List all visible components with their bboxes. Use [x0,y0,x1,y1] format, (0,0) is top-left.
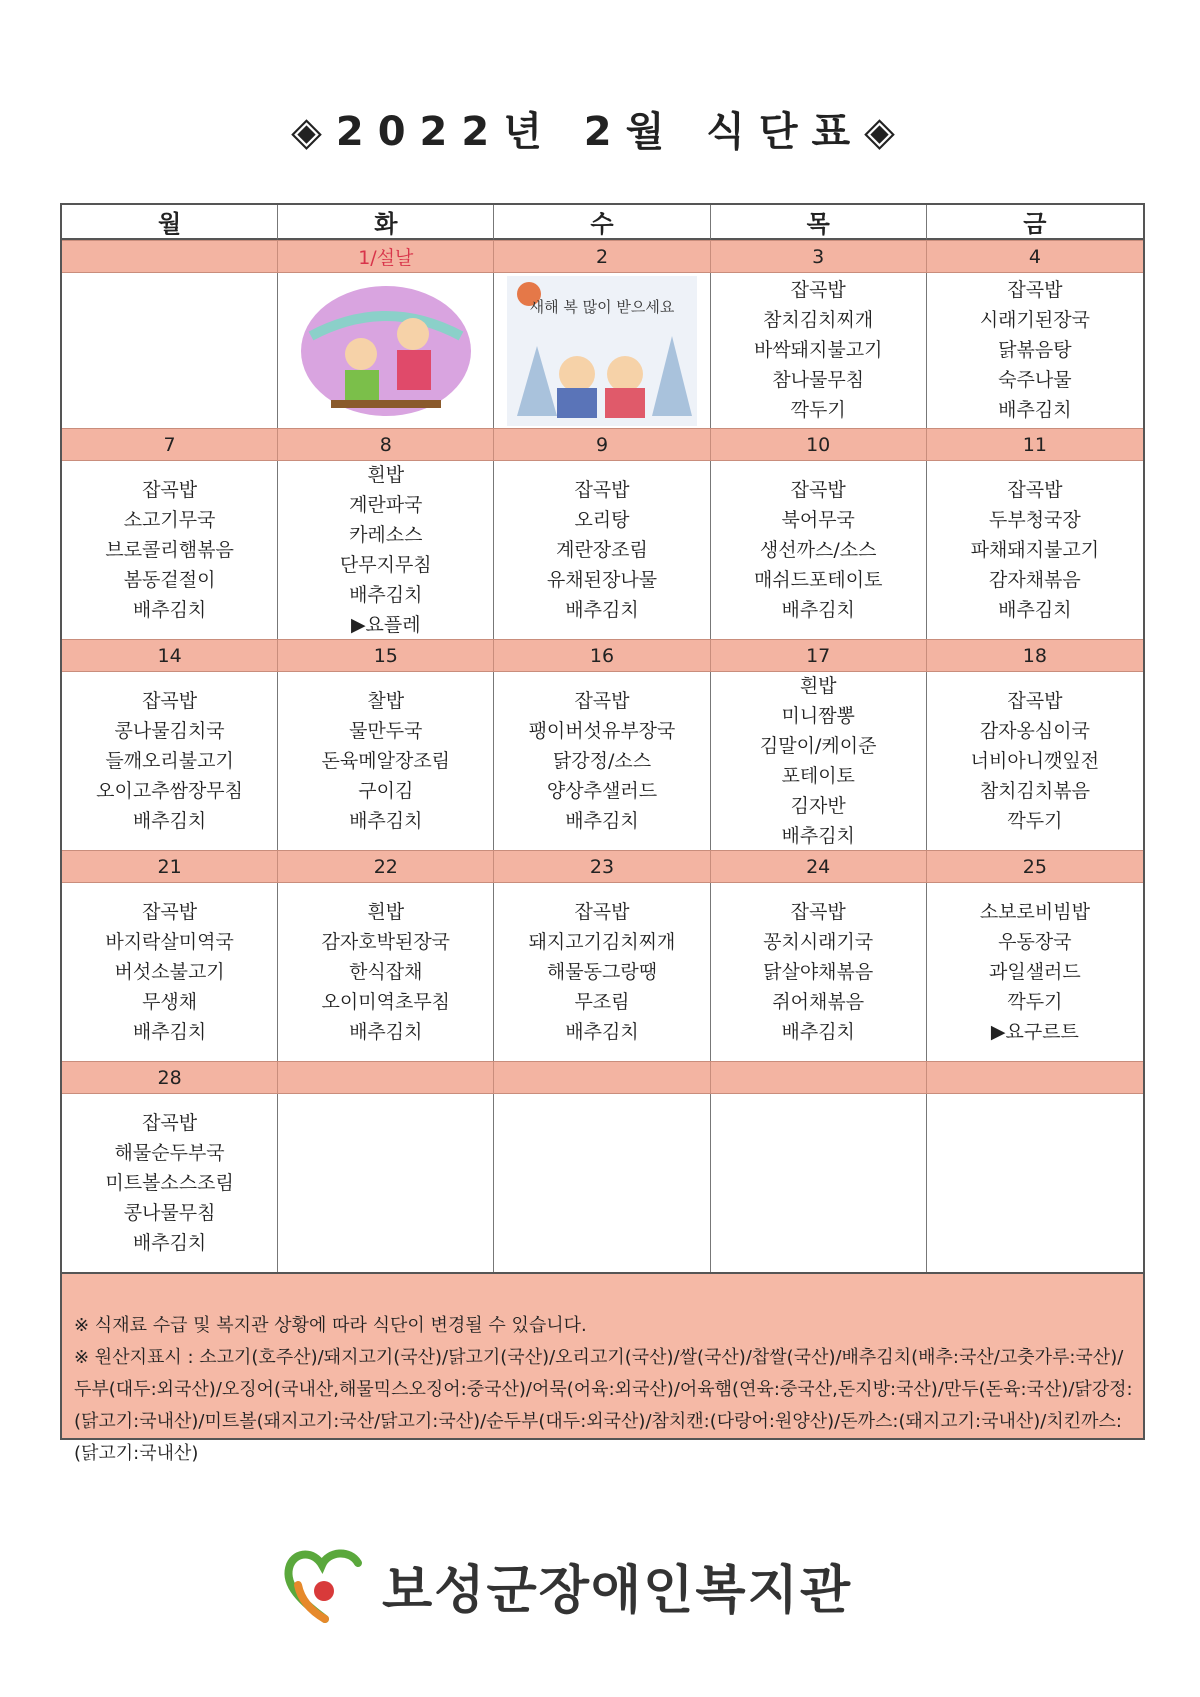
menu-item: 너비아니깻잎전 [970,749,1100,772]
menu-item: 감자옹심이국 [979,719,1090,742]
menu-item: 계란장조림 [556,538,648,561]
menu-item: 생선까스/소스 [759,538,877,561]
date-number: 28 [62,1061,278,1094]
menu-item: 배추김치 [998,598,1072,621]
menu-item: 숙주나물 [998,369,1072,391]
menu-item: 흰밥 [799,674,837,697]
meal-row [62,672,1143,850]
menu-item: 팽이버섯유부장국 [528,719,676,742]
date-number: 22 [278,850,494,883]
date-number [927,1061,1143,1094]
menu-item: 북어무국 [781,508,855,531]
menu-item: 배추김치 [565,809,639,832]
menu-item: 소보로비빔밥 [979,900,1090,923]
menu-item: 구이김 [358,779,414,802]
menu-item: 닭볶음탕 [998,339,1072,361]
menu-table [60,203,1145,1464]
menu-item: 소고기무국 [123,508,216,531]
date-row [62,1061,1143,1094]
day-cell [278,461,494,639]
notes-line-2: ※ 원산지표시 : 소고기(호주산)/돼지고기(국산)/닭고기(국산)/오리고기(국산)/쌀(국산)/찹쌀(국산)/배추김치(배추:국산/고춧가루:국산)/두부(대두:외국산)/오징어(국내산,해물믹스오징어:중국산)/어묵(어육:외국산)/어육햄(연육:중국산,돈지방:국산)/만두(돈육:국산)/닭강정:(닭고기:국내산)/미트볼(돼지고기:국산/닭고기:국산)/순두부(대두:외국산)/참치캔:(다랑어:원양산)/돈까스:(돼지고기:국내산)/치킨까스:(닭고기:국내산) [74,1347,1133,1464]
menu-item: 닭살야채볶음 [763,960,874,983]
day-cell [494,461,710,639]
footer [280,1540,940,1630]
menu-item: 미니짬뽕 [781,704,855,727]
day-cell [711,672,927,850]
menu-item: 바싹돼지불고기 [753,339,883,361]
menu-item: 흰밥 [367,900,405,923]
date-number: 24 [711,850,927,883]
menu-item: 계란파국 [349,493,423,516]
date-number: 2 [494,240,710,273]
menu-item: 배추김치 [565,598,639,621]
menu-item: 유채된장나물 [546,568,658,591]
meal-row [62,1094,1143,1272]
menu-item: 배추김치 [132,1231,207,1254]
org-name: 보성군장애인복지관 [382,1560,853,1621]
date-number: 25 [927,850,1143,883]
date-number: 10 [711,428,927,461]
day-cell [62,883,278,1061]
menu-item: 잡곡밥 [574,689,630,712]
menu-item: 김자반 [790,794,846,817]
menu-item: 참치김치볶음 [979,779,1090,802]
heart-logo-icon [280,1545,370,1625]
date-number: 9 [494,428,710,461]
menu-item: 카레소스 [349,523,423,546]
menu-item: 잡곡밥 [142,900,198,923]
date-row [62,240,1143,273]
menu-item: 배추김치 [781,598,855,621]
menu-item: 배추김치 [132,1020,207,1043]
menu-item: 과일샐러드 [989,960,1081,983]
menu-item: 배추김치 [781,1020,855,1043]
day-cell [278,672,494,850]
menu-item: 오이미역초무침 [321,990,451,1013]
menu-item: 한식잡채 [349,960,423,983]
greeting-text: 새해 복 많이 받으세요 [529,297,675,316]
menu-item: 잡곡밥 [790,279,846,301]
menu-item: 배추김치 [132,809,207,832]
day-cell [927,672,1143,850]
day-cell [62,672,278,850]
menu-item: 양상추샐러드 [546,779,658,802]
meal-row [62,273,1143,428]
day-cell [278,883,494,1061]
date-number: 4 [927,240,1143,273]
date-number: 8 [278,428,494,461]
menu-item: 깍두기 [1007,990,1063,1013]
menu-item: 잡곡밥 [1007,689,1063,712]
menu-item: 잡곡밥 [142,478,198,501]
menu-item: 참치김치찌개 [763,309,874,331]
day-cell [278,273,494,428]
menu-item: 배추김치 [565,1020,639,1043]
menu-item: 잡곡밥 [1007,478,1063,501]
weekday-label: 목 [711,205,927,240]
menu-item: 닭강정/소스 [552,749,652,772]
menu-item: 포테이토 [781,764,855,787]
day-cell [494,1094,710,1272]
menu-item: 배추김치 [349,583,423,606]
day-cell [927,273,1143,428]
menu-item: 깍두기 [1007,809,1063,832]
newyear-greeting-illustration [507,276,697,426]
menu-item: 버섯소불고기 [114,960,225,983]
menu-item: 참나물무침 [772,369,865,391]
seollal-children-illustration [291,276,481,426]
menu-item: 매쉬드포테이토 [753,568,883,591]
menu-item: 봄동겉절이 [123,568,216,591]
menu-item: 콩나물무침 [123,1201,216,1224]
menu-item: 해물순두부국 [114,1141,225,1164]
day-cell [62,1094,278,1272]
menu-item: 물만두국 [349,719,423,742]
menu-item: 두부청국장 [989,508,1081,531]
day-cell [711,1094,927,1272]
day-cell [62,273,278,428]
day-cell [494,883,710,1061]
menu-item: 파채돼지불고기 [970,538,1100,561]
menu-item: 단무지무침 [339,553,432,576]
menu-item: 콩나물김치국 [114,719,225,742]
menu-item: 흰밥 [367,463,405,486]
day-cell [711,461,927,639]
menu-item: 들깨오리불고기 [105,749,234,772]
day-cell [711,273,927,428]
menu-item: 감자호박된장국 [321,930,451,953]
date-number: 1/설날 [278,240,494,273]
date-row [62,850,1143,883]
menu-item: 해물동그랑땡 [546,960,658,983]
menu-item: 찰밥 [367,689,405,712]
menu-item: 배추김치 [781,824,855,847]
menu-item: 무생채 [142,990,198,1013]
date-number: 18 [927,639,1143,672]
date-number [711,1061,927,1094]
menu-item: 잡곡밥 [574,478,630,501]
weekday-label: 월 [62,205,278,240]
date-number: 14 [62,639,278,672]
menu-item: 돼지고기김치찌개 [528,930,676,953]
date-number: 17 [711,639,927,672]
menu-item: 브로콜리햄볶음 [105,538,234,561]
weekday-header [62,205,1143,240]
page-title: ◈2022년 2월 식단표◈ [291,109,909,155]
menu-item: 무조림 [574,990,630,1013]
menu-item: 꽁치시래기국 [763,930,874,953]
menu-item: 김말이/케이준 [759,734,877,757]
date-number [494,1061,710,1094]
weekday-label: 화 [278,205,494,240]
menu-item: 쥐어채볶음 [772,990,865,1013]
menu-item: 잡곡밥 [574,900,630,923]
day-cell [62,461,278,639]
weekday-label: 금 [927,205,1143,240]
day-cell [711,883,927,1061]
menu-item: 잡곡밥 [790,900,846,923]
day-cell [278,1094,494,1272]
date-number [62,240,278,273]
date-number [278,1061,494,1094]
day-cell [494,273,710,428]
meal-row [62,461,1143,639]
menu-item: 잡곡밥 [142,689,198,712]
menu-item: 배추김치 [349,1020,423,1043]
menu-item: 바지락살미역국 [105,930,234,953]
menu-item: 오이고추쌈장무침 [96,779,244,802]
date-row [62,639,1143,672]
date-row [62,428,1143,461]
notes-box [62,1272,1143,1464]
menu-item: 잡곡밥 [1007,279,1063,301]
menu-item: 잡곡밥 [142,1111,198,1134]
weekday-label: 수 [494,205,710,240]
menu-item: 배추김치 [349,809,423,832]
date-number: 7 [62,428,278,461]
date-number: 11 [927,428,1143,461]
date-number: 23 [494,850,710,883]
menu-item: 배추김치 [998,399,1072,421]
menu-item: 감자채볶음 [989,568,1081,591]
day-cell [927,883,1143,1061]
menu-item: 오리탕 [574,508,630,531]
menu-item: 우동장국 [998,930,1072,953]
meal-row [62,883,1143,1061]
date-number: 21 [62,850,278,883]
date-number: 15 [278,639,494,672]
menu-item: ▶요플레 [350,613,421,636]
notes-line-1: ※ 식재료 수급 및 복지관 상황에 따라 식단이 변경될 수 있습니다. [74,1315,587,1336]
menu-item: 시래기된장국 [979,309,1090,331]
day-cell [927,1094,1143,1272]
menu-item: 미트볼소스조림 [105,1171,234,1194]
date-number: 16 [494,639,710,672]
menu-item: 깍두기 [790,399,846,421]
menu-item: 배추김치 [132,598,207,621]
date-number: 3 [711,240,927,273]
menu-item: 돈육메알장조림 [321,749,451,772]
menu-item: 잡곡밥 [790,478,846,501]
day-cell [494,672,710,850]
day-cell [927,461,1143,639]
menu-item: ▶요구르트 [990,1020,1079,1043]
